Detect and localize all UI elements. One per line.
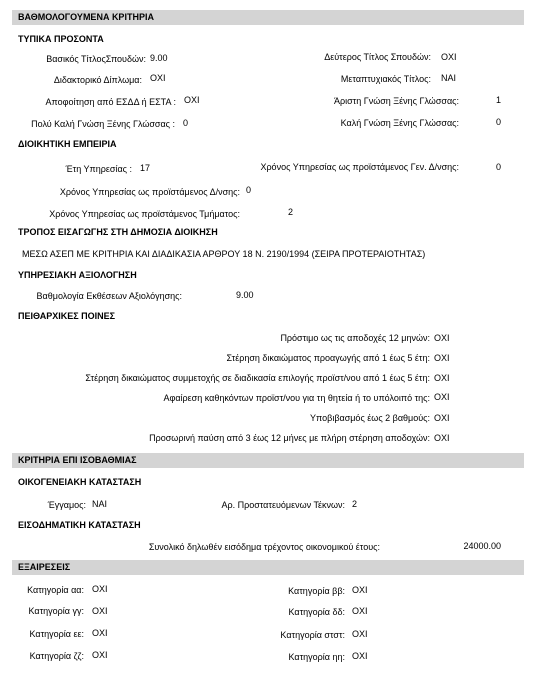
exception-value: ΟΧΙ — [92, 628, 108, 638]
gen-director-label: Χρόνος Υπηρεσίας ως προϊστάμενος Γεν. Δ/νσης: — [260, 162, 459, 172]
section-exceptions — [12, 560, 524, 575]
excellent-language-label: Άριστη Γνώση Ξένης Γλώσσας: — [334, 96, 459, 106]
gen-director-value: 0 — [496, 162, 502, 172]
married-value: ΝΑΙ — [92, 499, 108, 509]
children-value: 2 — [352, 499, 358, 509]
service-years-value: 17 — [140, 163, 151, 173]
exception-value: ΟΧΙ — [92, 606, 108, 616]
children-label: Αρ. Προστατευόμενων Τέκνων: — [221, 500, 345, 510]
dept-head-value: 2 — [288, 207, 294, 217]
exception-label: Κατηγορία εε: — [29, 629, 84, 639]
income-status-heading: ΕΙΣΟΔΗΜΑΤΙΚΗ ΚΑΤΑΣΤΑΣΗ — [18, 520, 141, 530]
evaluation-score-value: 9.00 — [236, 290, 254, 300]
good-language-value: 0 — [496, 117, 502, 127]
entry-method-text: ΜΕΣΩ ΑΣΕΠ ΜΕ ΚΡΙΤΗΡΙΑ ΚΑΙ ΔΙΑΔΙΚΑΣΙΑ ΑΡΘΡΟΥ 18 Ν. 2190/1994 (ΣΕΙΡΑ ΠΡΟΤΕΡΑΙΟΤΗΤΑΣ) — [22, 249, 426, 259]
penalty-value: ΟΧΙ — [434, 433, 450, 443]
esdd-label: Αποφοίτηση από ΕΣΔΔ ή ΕΣΤΑ : — [45, 97, 176, 107]
good-language-label: Καλή Γνώση Ξένης Γλώσσας: — [340, 118, 459, 128]
penalty-label: Πρόστιμο ως τις αποδοχές 12 μηνών: — [280, 333, 430, 343]
income-label: Συνολικό δηλωθέν εισόδημα τρέχοντος οικονομικού έτους: — [148, 542, 380, 552]
dept-head-label: Χρόνος Υπηρεσίας ως προϊστάμενος Τμήματος: — [49, 209, 240, 219]
esdd-value: ΟΧΙ — [184, 95, 200, 105]
penalty-value: ΟΧΙ — [434, 413, 450, 423]
second-degree-value: ΟΧΙ — [441, 52, 457, 62]
exception-label: Κατηγορία ββ: — [288, 586, 345, 596]
penalty-label: Αφαίρεση καθηκόντων προϊστ/νου για τη θητεία ή το υπόλοιπό της: — [163, 393, 430, 403]
section-title: ΕΞΑΙΡΕΣΕΙΣ — [18, 562, 71, 572]
service-years-label: Έτη Υπηρεσίας : — [65, 164, 132, 174]
director-label: Χρόνος Υπηρεσίας ως προϊστάμενος Δ/νσης: — [59, 187, 240, 197]
second-degree-label: Δεύτερος Τίτλος Σπουδών: — [324, 52, 431, 62]
penalties-heading: ΠΕΙΘΑΡΧΙΚΕΣ ΠΟΙΝΕΣ — [18, 311, 116, 321]
phd-label: Διδακτορικό Δίπλωμα: — [53, 75, 142, 85]
exception-label: Κατηγορία αα: — [27, 585, 84, 595]
exception-label: Κατηγορία ηη: — [288, 652, 345, 662]
director-value: 0 — [246, 185, 252, 195]
exception-value: ΟΧΙ — [352, 585, 368, 595]
exception-value: ΟΧΙ — [352, 629, 368, 639]
section-title: ΒΑΘΜΟΛΟΓΟΥΜΕΝΑ ΚΡΙΤΗΡΙΑ — [18, 12, 154, 22]
exception-label: Κατηγορία δδ: — [288, 607, 345, 617]
income-value: 24000.00 — [463, 541, 501, 551]
married-label: Έγγαμος: — [47, 500, 86, 510]
exception-value: ΟΧΙ — [352, 651, 368, 661]
admin-experience-heading: ΔΙΟΙΚΗΤΙΚΗ ΕΜΠΕΙΡΙΑ — [18, 139, 117, 149]
penalty-label: Στέρηση δικαιώματος προαγωγής από 1 έως 5 έτη: — [226, 353, 430, 363]
exception-label: Κατηγορία γγ: — [28, 606, 84, 616]
penalty-label: Στέρηση δικαιώματος συμμετοχής σε διαδικασία επιλογής προϊστ/νου από 1 έως 5 έτη: — [85, 373, 430, 383]
penalty-value: ΟΧΙ — [434, 392, 450, 402]
exception-value: ΟΧΙ — [92, 650, 108, 660]
basic-degree-value: 9.00 — [150, 53, 168, 63]
verygood-language-label: Πολύ Καλή Γνώση Ξένης Γλώσσας : — [31, 119, 175, 129]
formal-qualifications-heading: ΤΥΠΙΚΑ ΠΡΟΣΟΝΤΑ — [18, 34, 104, 44]
family-status-heading: ΟΙΚΟΓΕΝΕΙΑΚΗ ΚΑΤΑΣΤΑΣΗ — [18, 477, 142, 487]
excellent-language-value: 1 — [496, 95, 502, 105]
section-graded-criteria — [12, 10, 524, 25]
penalty-value: ΟΧΙ — [434, 373, 450, 383]
basic-degree-label: Βασικός ΤίτλοςΣπουδών: — [46, 54, 146, 64]
evaluation-score-label: Βαθμολογία Εκθέσεων Αξιολόγησης: — [36, 291, 182, 301]
penalty-label: Υποβιβασμός έως 2 βαθμούς: — [310, 413, 430, 423]
entry-method-heading: ΤΡΟΠΟΣ ΕΙΣΑΓΩΓΗΣ ΣΤΗ ΔΗΜΟΣΙΑ ΔΙΟΙΚΗΣΗ — [18, 227, 218, 237]
section-title: ΚΡΙΤΗΡΙΑ ΕΠΙ ΙΣΟΒΑΘΜΙΑΣ — [18, 455, 137, 465]
exception-label: Κατηγορία στστ: — [280, 630, 345, 640]
exception-value: ΟΧΙ — [92, 584, 108, 594]
verygood-language-value: 0 — [183, 118, 189, 128]
penalty-value: ΟΧΙ — [434, 333, 450, 343]
phd-value: ΟΧΙ — [150, 73, 166, 83]
penalty-value: ΟΧΙ — [434, 353, 450, 363]
exception-label: Κατηγορία ζζ: — [29, 651, 84, 661]
master-label: Μεταπτυχιακός Τίτλος: — [340, 74, 431, 84]
section-tie-criteria — [12, 453, 524, 468]
exception-value: ΟΧΙ — [352, 606, 368, 616]
master-value: ΝΑΙ — [441, 73, 457, 83]
evaluation-heading: ΥΠΗΡΕΣΙΑΚΗ ΑΞΙΟΛΟΓΗΣΗ — [18, 270, 137, 280]
penalty-label: Προσωρινή παύση από 3 έως 12 μήνες με πλήρη στέρηση αποδοχών: — [149, 433, 430, 443]
